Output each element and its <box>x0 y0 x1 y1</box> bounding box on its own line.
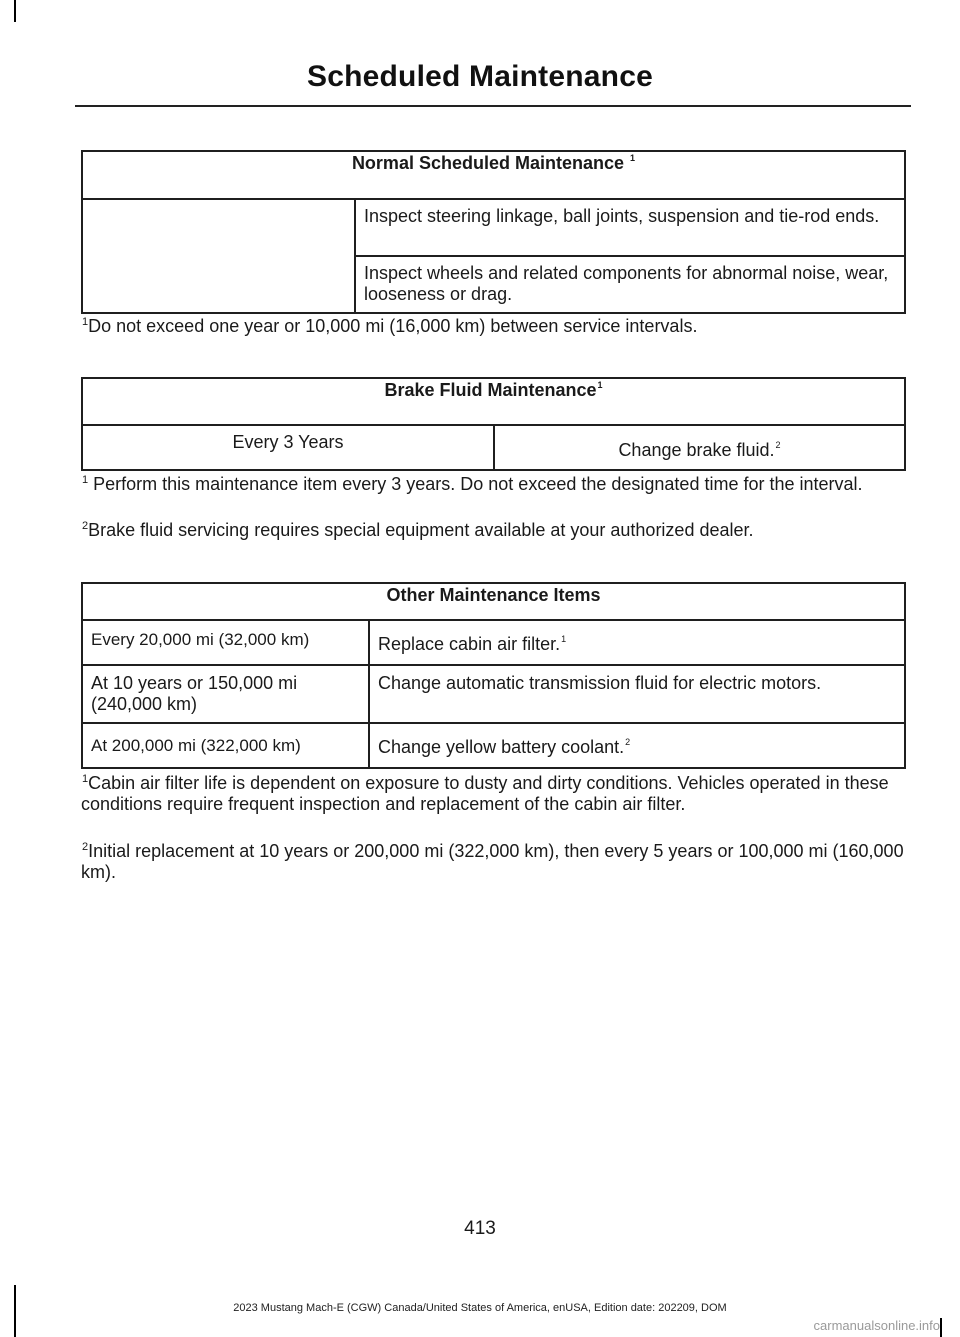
footnote-marker: 2 <box>82 841 89 853</box>
footnote-text: Cabin air filter life is dependent on exposure to dusty and dirty conditions. Vehicles operated in these conditions require frequent inspection and replacement of the cabin air filter. <box>81 773 889 814</box>
footnote-text: Do not exceed one year or 10,000 mi (16,000 km) between service intervals. <box>88 316 698 336</box>
footnote-marker: 1 <box>82 316 89 328</box>
table-title-text: Normal Scheduled Maintenance <box>351 153 625 173</box>
table-title-text: Brake Fluid Maintenance <box>384 380 597 400</box>
table-title <box>82 378 905 425</box>
interval-cell: Every 20,000 mi (32,000 km) <box>82 620 369 665</box>
footnote-ref: 1 <box>630 153 636 163</box>
footnote-ref: 1 <box>597 380 603 390</box>
footnote-text: Perform this maintenance item every 3 years. Do not exceed the designated time for the interval. <box>88 474 863 494</box>
footnote-text: Initial replacement at 10 years or 200,000 mi (322,000 km), then every 5 years or 100,000 mi (160,000 km). <box>81 841 904 882</box>
footnote-marker: 1 <box>82 773 89 785</box>
action-text: Replace cabin air filter. <box>378 634 561 654</box>
table-cell: Inspect steering linkage, ball joints, suspension and tie-rod ends. <box>355 199 905 256</box>
interval-cell: At 200,000 mi (322,000 km) <box>82 723 369 768</box>
brake-fluid-table <box>81 377 906 471</box>
footnote <box>81 474 906 495</box>
footnote <box>81 316 906 337</box>
page-title: Scheduled Maintenance <box>307 60 653 93</box>
action-cell <box>369 723 905 768</box>
interval-cell: At 10 years or 150,000 mi (240,000 km) <box>82 665 369 723</box>
footnote-text: Brake fluid servicing requires special equipment available at your authorized dealer. <box>88 520 754 540</box>
watermark-link[interactable]: carmanualsonline.info <box>813 1318 940 1333</box>
table-title <box>82 151 905 199</box>
action-cell: Change automatic transmission fluid for electric motors. <box>369 665 905 723</box>
action-cell <box>369 620 905 665</box>
footnote <box>81 773 906 815</box>
page-number: 413 <box>464 1218 496 1239</box>
action-text: Change brake fluid. <box>618 440 775 460</box>
interval-cell: Every 3 Years <box>82 425 494 470</box>
footnote <box>81 841 906 883</box>
table-cell: Inspect wheels and related components for abnormal noise, wear, looseness or drag. <box>355 256 905 313</box>
other-maintenance-table <box>81 582 906 769</box>
header-divider <box>75 105 911 107</box>
footnote-marker: 1 <box>82 474 89 486</box>
table-title: Other Maintenance Items <box>82 583 905 620</box>
crop-mark-top-left <box>14 0 16 22</box>
action-text: Change yellow battery coolant. <box>378 737 625 757</box>
crop-mark-bottom-right <box>940 1318 942 1337</box>
empty-interval-cell <box>82 199 355 313</box>
footer-edition: 2023 Mustang Mach-E (CGW) Canada/United States of America, enUSA, Edition date: 202209, DOM <box>233 1302 727 1314</box>
footnote-ref: 2 <box>775 440 781 450</box>
action-cell <box>494 425 905 470</box>
footnote-marker: 2 <box>82 520 89 532</box>
footnote <box>81 520 906 541</box>
footnote-ref: 1 <box>561 634 567 644</box>
normal-maintenance-table <box>81 150 906 314</box>
footnote-ref: 2 <box>625 737 631 747</box>
